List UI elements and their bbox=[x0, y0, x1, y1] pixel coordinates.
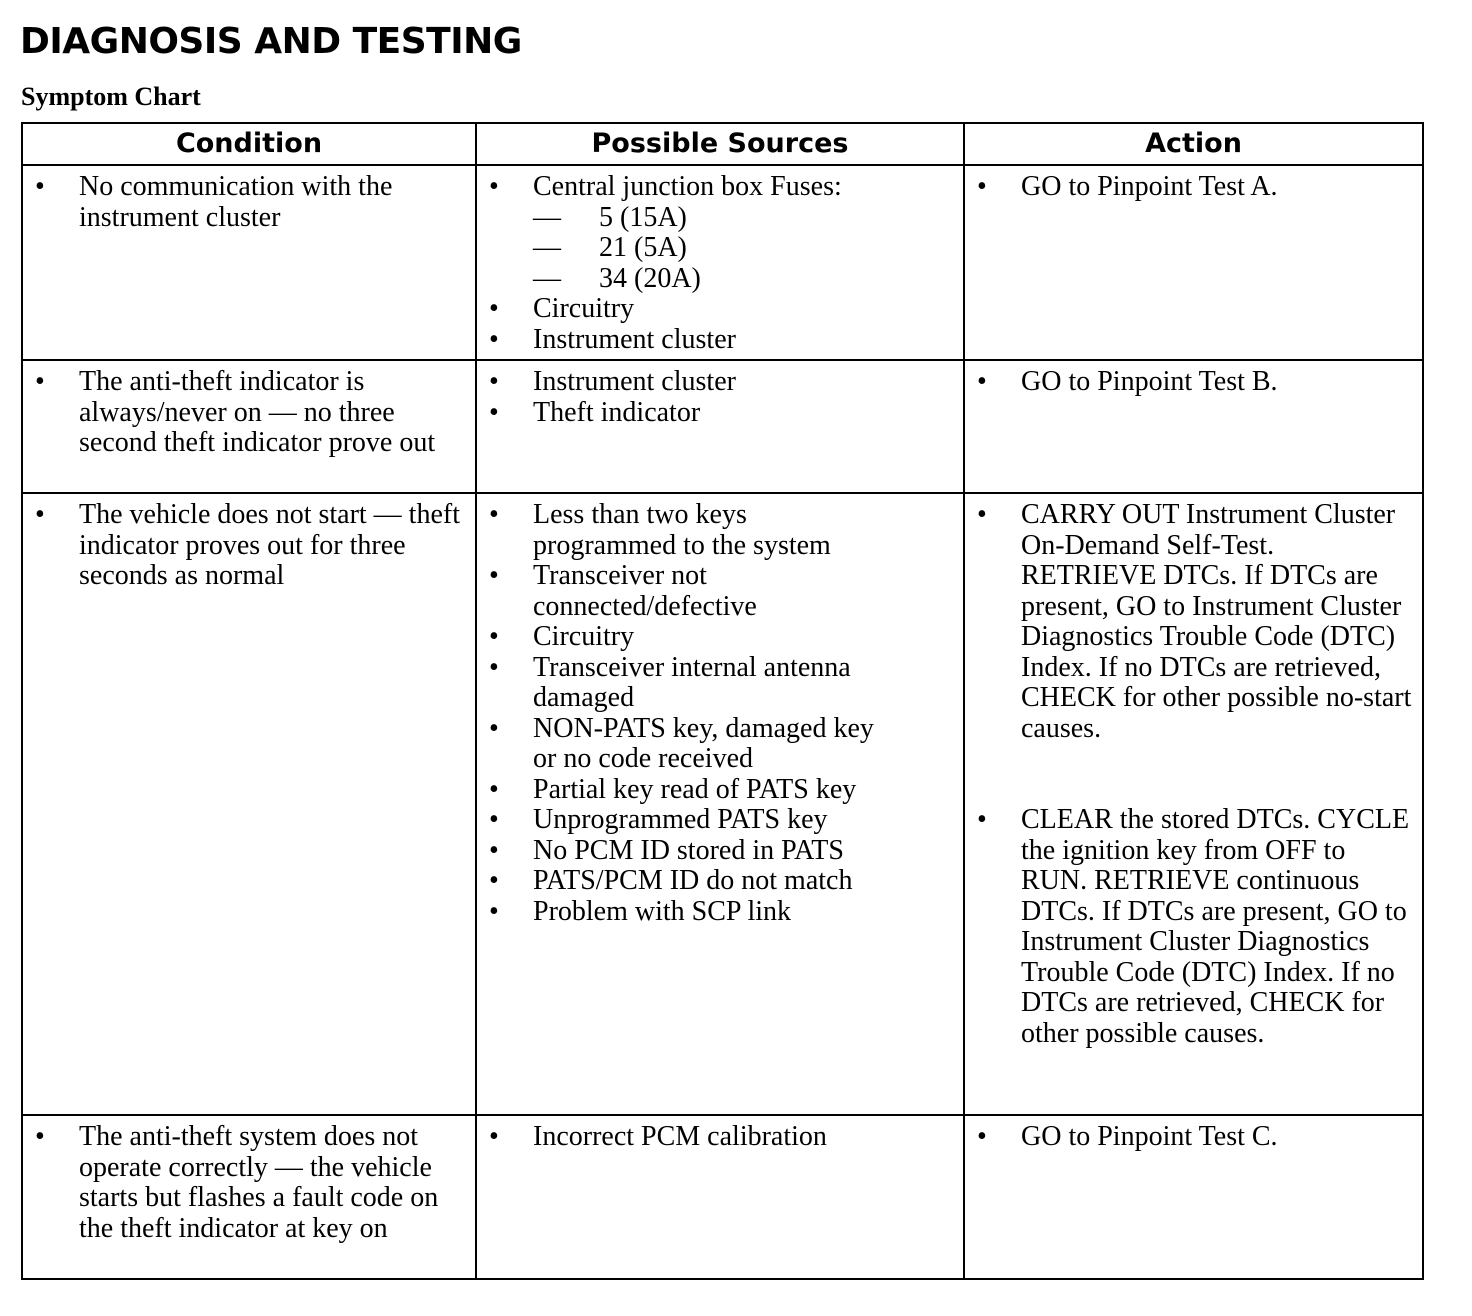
bullet-icon: • bbox=[489, 773, 499, 805]
fuse-item bbox=[533, 203, 955, 234]
sources-cell bbox=[476, 493, 964, 1115]
source-text: Circuitry bbox=[533, 621, 635, 652]
condition-text: The anti-theft indicator is always/never on — no three second theft indicator prove out bbox=[79, 366, 436, 458]
source-text: Incorrect PCM calibration bbox=[533, 1121, 827, 1152]
list-item bbox=[477, 500, 963, 561]
bullet-icon: • bbox=[489, 712, 499, 744]
source-text: Problem with SCP link bbox=[533, 895, 792, 927]
page-title: DIAGNOSIS AND TESTING bbox=[20, 21, 522, 62]
action-text: GO to Pinpoint Test A. bbox=[1021, 171, 1278, 202]
bullet-icon: • bbox=[977, 171, 987, 202]
section-title: Symptom Chart bbox=[21, 82, 201, 111]
list-item bbox=[477, 622, 963, 653]
list-item bbox=[477, 294, 963, 325]
source-text: NON-PATS key, damaged key or no code received bbox=[533, 712, 874, 774]
list-item bbox=[477, 398, 963, 429]
list-item bbox=[965, 172, 1422, 203]
source-text: Transceiver internal antenna damaged bbox=[533, 651, 851, 713]
bullet-icon: • bbox=[489, 621, 499, 652]
action-text: GO to Pinpoint Test C. bbox=[1021, 1121, 1278, 1152]
sources-cell bbox=[476, 165, 964, 360]
bullet-icon: • bbox=[489, 499, 499, 530]
source-text: Theft indicator bbox=[533, 396, 701, 428]
condition-text: No communication with the instrument cluster bbox=[79, 171, 393, 233]
list-item bbox=[477, 805, 963, 836]
list-item bbox=[477, 325, 963, 356]
table-row bbox=[22, 165, 1423, 360]
source-text: Transceiver not connected/defective bbox=[533, 560, 757, 622]
action-cell bbox=[964, 360, 1423, 493]
source-text: Instrument cluster bbox=[533, 323, 736, 355]
list-item bbox=[477, 1122, 963, 1153]
list-item bbox=[477, 897, 963, 928]
dash-icon: — bbox=[533, 201, 561, 233]
condition-header: Condition bbox=[22, 123, 476, 165]
dash-icon: — bbox=[533, 262, 561, 294]
source-text: Less than two keys programmed to the system bbox=[533, 499, 831, 561]
list-item bbox=[965, 500, 1422, 744]
fuse-item bbox=[533, 264, 955, 295]
list-item bbox=[477, 866, 963, 897]
fuse-item bbox=[533, 233, 955, 264]
table-row bbox=[22, 360, 1423, 493]
bullet-icon: • bbox=[35, 171, 45, 202]
symptom-chart-table bbox=[21, 122, 1424, 1280]
table-header-row bbox=[22, 123, 1423, 165]
condition-text: The anti-theft system does not operate correctly — the vehicle starts but flashes a fault code on the theft indicator at key on bbox=[79, 1121, 439, 1244]
bullet-icon: • bbox=[35, 1121, 45, 1152]
action-cell bbox=[964, 493, 1423, 1115]
condition-cell bbox=[22, 1115, 476, 1279]
source-text: No PCM ID stored in PATS bbox=[533, 834, 844, 866]
source-text: Instrument cluster bbox=[533, 366, 736, 397]
source-text: Partial key read of PATS key bbox=[533, 773, 857, 805]
action-header: Action bbox=[964, 123, 1423, 165]
condition-cell bbox=[22, 165, 476, 360]
condition-cell bbox=[22, 360, 476, 493]
fuse-text: 21 (5A) bbox=[599, 232, 687, 263]
source-text: PATS/PCM ID do not match bbox=[533, 865, 853, 896]
action-text: GO to Pinpoint Test B. bbox=[1021, 366, 1278, 397]
fuse-list-header: Central junction box Fuses: bbox=[533, 171, 842, 202]
bullet-icon: • bbox=[489, 396, 499, 428]
bullet-icon: • bbox=[489, 560, 499, 591]
list-item bbox=[23, 500, 475, 592]
bullet-icon: • bbox=[489, 834, 499, 866]
spacer bbox=[965, 744, 1422, 805]
fuse-text: 34 (20A) bbox=[599, 262, 701, 294]
bullet-icon: • bbox=[977, 366, 987, 397]
list-item bbox=[477, 561, 963, 622]
list-item bbox=[23, 1122, 475, 1244]
bullet-icon: • bbox=[35, 499, 45, 530]
condition-text: The vehicle does not start — theft indicator proves out for three seconds as normal bbox=[79, 499, 460, 591]
bullet-icon: • bbox=[977, 1121, 987, 1152]
bullet-icon: • bbox=[489, 366, 499, 397]
dash-icon: — bbox=[533, 232, 561, 263]
bullet-icon: • bbox=[977, 804, 987, 835]
bullet-icon: • bbox=[489, 1121, 499, 1152]
action-text: CLEAR the stored DTCs. CYCLE the ignition key from OFF to RUN. RETRIEVE continuous DTCs. If DTCs are present, GO to Instrument Cluster Diagnostics Trouble Code (DTC) Index. If no DTCs are retrieved, CHECK for other possible causes. bbox=[1021, 804, 1410, 1049]
action-cell bbox=[964, 1115, 1423, 1279]
condition-cell bbox=[22, 493, 476, 1115]
sources-cell bbox=[476, 1115, 964, 1279]
action-text: CARRY OUT Instrument Cluster On-Demand Self-Test. RETRIEVE DTCs. If DTCs are present, GO to Instrument Cluster Diagnostics Trouble Code (DTC) Index. If no DTCs are retrieved, CHECK for other possible no-start causes. bbox=[1021, 499, 1412, 744]
list-item bbox=[477, 653, 963, 714]
table-row bbox=[22, 493, 1423, 1115]
bullet-icon: • bbox=[489, 651, 499, 683]
list-item bbox=[23, 172, 475, 233]
list-item bbox=[965, 805, 1422, 1049]
bullet-icon: • bbox=[489, 293, 499, 324]
list-item bbox=[477, 367, 963, 398]
table-row bbox=[22, 1115, 1423, 1279]
sources-cell bbox=[476, 360, 964, 493]
list-item bbox=[965, 367, 1422, 398]
bullet-icon: • bbox=[489, 804, 499, 835]
list-item bbox=[965, 1122, 1422, 1153]
list-item bbox=[477, 836, 963, 867]
list-item bbox=[477, 172, 963, 294]
source-text: Circuitry bbox=[533, 293, 635, 324]
bullet-icon: • bbox=[35, 366, 45, 397]
source-text: Unprogrammed PATS key bbox=[533, 804, 828, 835]
bullet-icon: • bbox=[977, 499, 987, 530]
fuse-text: 5 (15A) bbox=[599, 201, 687, 233]
action-cell bbox=[964, 165, 1423, 360]
list-item bbox=[477, 714, 963, 775]
possible-sources-header: Possible Sources bbox=[476, 123, 964, 165]
bullet-icon: • bbox=[489, 323, 499, 355]
list-item bbox=[23, 367, 475, 459]
bullet-icon: • bbox=[489, 895, 499, 927]
bullet-icon: • bbox=[489, 865, 499, 896]
bullet-icon: • bbox=[489, 171, 499, 202]
list-item bbox=[477, 775, 963, 806]
